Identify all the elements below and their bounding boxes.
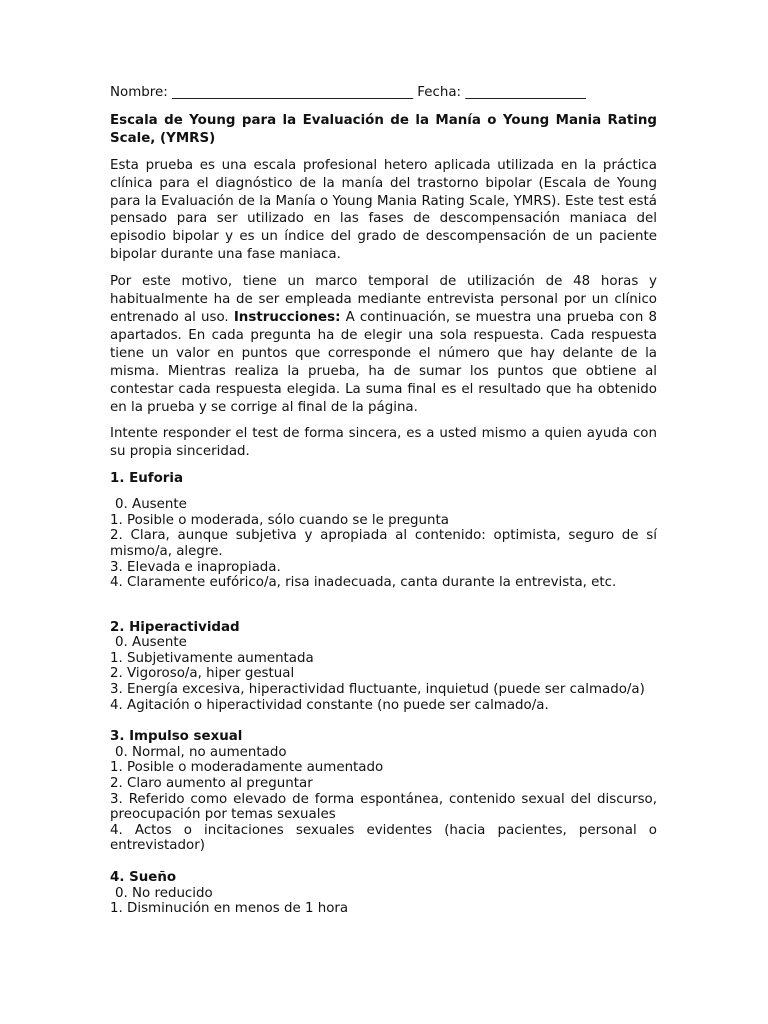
option-item: 0. Normal, no aumentado [115,744,287,760]
section-heading-hiperactividad: 2. Hiperactividad [110,619,240,635]
option-item: 0. No reducido [115,885,213,901]
options-sueno [110,886,657,917]
option-item: 0. Ausente [115,635,187,651]
options-impulso-sexual [110,745,657,854]
option-item: 4. Actos o incitaciones sexuales evidentes (hacia pacientes, personal o entrevistador) [110,822,657,854]
options-hiperactividad [110,635,657,713]
spacer [110,713,657,729]
option-item: 3. Elevada e inapropiada. [110,559,281,575]
option-item: 2. Claro aumento al preguntar [110,776,313,792]
intro-paragraph: Esta prueba es una escala profesional hetero aplicada utilizada en la práctica clínica para el diagnóstico de la manía del trastorno bipolar (Escala de Young para la Evaluación de la Manía o Young Mania Rating Scale, YMRS). Este test está pensado para ser utilizado en las fases de descompensación maniaca del episodio bipolar y es un índice del grado de descompensación de un paciente bipolar durante una fase maniaca. [110,157,657,263]
header-line [110,84,657,102]
option-item: 1. Subjetivamente aumentada [110,650,314,666]
instructions-text-before: Por este motivo, tiene un marco temporal de utilización de 48 horas y habitualmente ha de ser empleada mediante entrevista personal por un clínico entrenado al uso. [110,274,657,325]
sincerity-paragraph: Intente responder el test de forma sincera, es a usted mismo a quien ayuda con su propia sinceridad. [110,426,657,460]
option-item: 2. Vigoroso/a, hiper gestual [110,666,295,682]
option-item: 4. Agitación o hiperactividad constante (no puede ser calmado/a. [110,697,549,713]
name-label: Nombre: [110,85,168,100]
date-field[interactable]: __________________ [465,85,586,100]
options-euforia [110,497,657,591]
section-heading-sueno: 4. Sueño [110,870,177,885]
date-label: Fecha: [417,85,462,100]
instructions-label: Instrucciones: [233,309,341,325]
instructions-paragraph [110,273,657,416]
option-item: 4. Claramente eufórico/a, risa inadecuada, canta durante la entrevista, etc. [110,575,617,591]
section-heading-impulso-sexual: 3. Impulso sexual [110,729,243,745]
option-item: 0. Ausente [115,497,187,513]
option-item: 1. Posible o moderadamente aumentado [110,760,384,776]
spacer [110,591,657,620]
spacer [110,854,657,870]
document-title: Escala de Young para la Evaluación de la Manía o Young Mania Rating Scale, (YMRS) [110,112,657,146]
name-field[interactable]: ____________________________________ [171,85,414,100]
option-item: 3. Referido como elevado de forma espontánea, contenido sexual del discurso, preocupación por temas sexuales [110,791,657,823]
option-item: 1. Posible o moderada, sólo cuando se le pregunta [110,512,449,528]
document-page [110,84,657,917]
instructions-text-after: A continuación, se muestra una prueba con 8 apartados. En cada pregunta ha de elegir una sola respuesta. Cada respuesta tiene un valor en puntos que corresponde el número que hay delante de la misma. Mientras realiza la prueba, ha de sumar los puntos que obtiene al contestar cada respuesta elegida. La suma final es el resultado que ha obtenido en la prueba y se corrige al final de la página. [110,309,657,415]
option-item: 1. Disminución en menos de 1 hora [110,901,349,917]
option-item: 2. Clara, aunque subjetiva y apropiada al contenido: optimista, seguro de sí mismo/a, alegre. [110,528,657,559]
section-heading-euforia: 1. Euforia [110,471,184,487]
option-item: 3. Energía excesiva, hiperactividad fluctuante, inquietud (puede ser calmado/a) [110,682,645,698]
